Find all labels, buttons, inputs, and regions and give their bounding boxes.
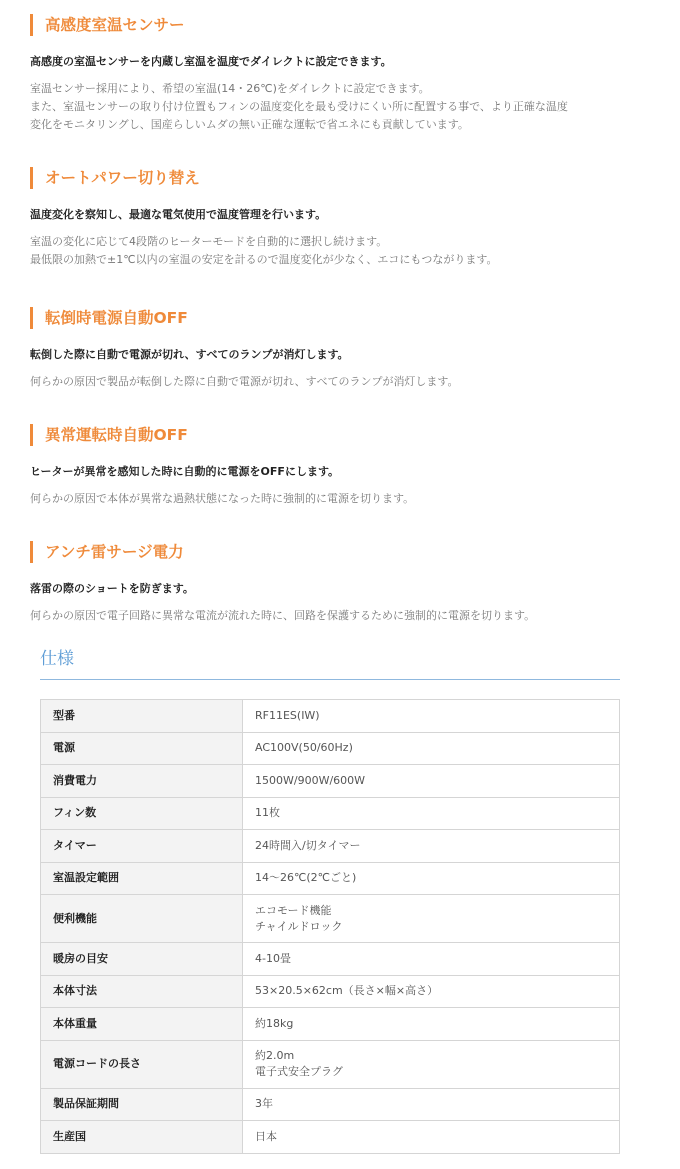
feature-description-line: 何らかの原因で製品が転倒した際に自動で電源が切れ、すべてのランプが消灯します。 [30,375,459,388]
spec-value-line: 53×20.5×62cm（長さ×幅×高さ） [255,984,439,998]
spec-value-line: チャイルドロック [255,919,343,933]
feature-description [30,373,660,391]
spec-value-line: 24時間入/切タイマー [255,838,361,852]
feature-lead: 転倒した際に自動で電源が切れ、すべてのランプが消灯します。 [30,348,349,361]
spec-value-line: 電子式安全プラグ [255,1065,343,1078]
spec-value [243,700,620,733]
feature-anti-lightning-surge [30,541,660,625]
spec-value-line: 日本 [255,1129,277,1143]
spec-key: 暖房の目安 [41,943,243,976]
spec-row-country-of-origin [41,1121,620,1154]
feature-title: アンチ雷サージ電力 [30,541,660,563]
spec-row-power-consumption [41,765,620,798]
spec-value [243,830,620,863]
spec-key: タイマー [41,830,243,863]
spec-row-timer [41,830,620,863]
feature-title: オートパワー切り替え [30,167,660,189]
spec-row-temp-range [41,862,620,895]
feature-auto-power-switch [30,167,660,269]
spec-key: 生産国 [41,1121,243,1154]
spec-value [243,895,620,943]
spec-row-fin-count [41,797,620,830]
spec-value [243,975,620,1008]
spec-value-line: エコモード機能 [255,903,332,917]
spec-value-line: 11枚 [255,806,280,820]
feature-tipover-auto-off [30,307,660,391]
spec-key: 電源コードの長さ [41,1040,243,1088]
spec-key: フィン数 [41,797,243,830]
feature-lead: ヒーターが異常を感知した時に自動的に電源をOFFにします。 [30,465,340,478]
spec-key: 本体重量 [41,1008,243,1041]
spec-value [243,943,620,976]
feature-description-line: 最低限の加熱で±1℃以内の室温の安定を計るので温度変化が少なく、エコにもつながります。 [30,253,498,266]
feature-description [30,490,660,508]
spec-value-line: 4-10畳 [255,951,291,965]
spec-key: 便利機能 [41,895,243,943]
spec-row-convenience-features [41,895,620,943]
feature-description-line: 何らかの原因で本体が異常な過熱状態になった時に強制的に電源を切ります。 [30,492,415,505]
spec-key: 室温設定範囲 [41,862,243,895]
spec-value [243,732,620,765]
spec-table [40,699,620,1154]
spec-row-warranty [41,1088,620,1121]
spec-key: 電源 [41,732,243,765]
spec-value-line: 約18kg [255,1016,294,1030]
spec-value-line: AC100V(50/60Hz) [255,741,353,755]
spec-value-line: 3年 [255,1097,273,1111]
spec-value-line: 1500W/900W/600W [255,773,366,787]
feature-description [30,233,660,269]
spec-row-power-supply [41,732,620,765]
feature-title: 異常運転時自動OFF [30,424,660,446]
feature-description-line: 室温センサー採用により、希望の室温(14・26℃)をダイレクトに設定できます。 [30,82,430,95]
spec-key: 型番 [41,700,243,733]
spec-row-model [41,700,620,733]
feature-lead: 温度変化を察知し、最適な電気使用で温度管理を行います。 [30,208,327,221]
spec-heading: 仕様 [40,649,74,669]
spec-key: 本体寸法 [41,975,243,1008]
feature-description-line: 変化をモニタリングし、国産らしいムダの無い正確な運転で省エネにも貢献しています。 [30,118,469,131]
feature-description-line: また、室温センサーの取り付け位置もフィンの温度変化を最も受けにくい所に配置する事で、より正確な温度 [30,100,568,113]
feature-title: 高感度室温センサー [30,14,660,36]
spec-value-line: 14～26℃(2℃ごと) [255,871,357,885]
spec-value [243,797,620,830]
spec-key: 消費電力 [41,765,243,798]
spec-value-line: RF11ES(IW) [255,708,320,722]
spec-value [243,1008,620,1041]
feature-room-temp-sensor [30,14,660,134]
feature-title: 転倒時電源自動OFF [30,307,660,329]
spec-value [243,1040,620,1088]
feature-abnormal-operation-auto-off [30,424,660,508]
spec-row-weight [41,1008,620,1041]
spec-value [243,1121,620,1154]
feature-lead: 高感度の室温センサーを内蔵し室温を温度でダイレクトに設定できます。 [30,55,392,68]
spec-value [243,765,620,798]
feature-description-line: 室温の変化に応じて4段階のヒーターモードを自動的に選択し続けます。 [30,235,388,248]
feature-description [30,80,660,134]
spec-row-heating-area [41,943,620,976]
spec-key: 製品保証期間 [41,1088,243,1121]
spec-value-line: 約2.0m [255,1049,295,1062]
feature-lead: 落雷の際のショートを防ぎます。 [30,582,194,595]
spec-heading-divider [40,679,620,680]
spec-row-cord-length [41,1040,620,1088]
feature-description [30,607,660,625]
spec-value [243,1088,620,1121]
spec-row-dimensions [41,975,620,1008]
feature-description-line: 何らかの原因で電子回路に異常な電流が流れた時に、回路を保護するために強制的に電源を切ります。 [30,609,536,622]
spec-value [243,862,620,895]
